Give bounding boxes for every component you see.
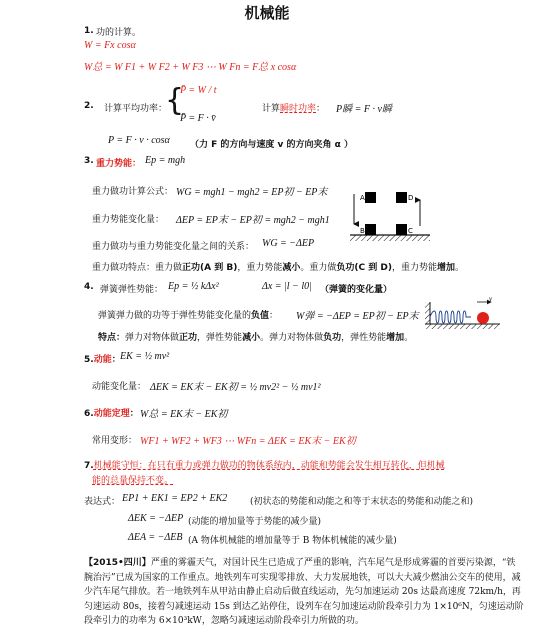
elastic-traits-h: ，弹性势能 [341, 333, 387, 343]
section-1-number: 1. [84, 26, 94, 36]
conservation-note-3: (A 物体机械能的增加量等于 B 物体机械能的减少量) [188, 536, 397, 546]
elastic-work-b: 负值 [251, 311, 270, 321]
block-b [365, 224, 376, 235]
general-power-formula: P = F · v · cosα [108, 135, 170, 146]
elastic-traits-g: 负功 [323, 333, 342, 343]
gravity-traits-d: 减小 [282, 263, 301, 273]
label-d: D [408, 194, 414, 202]
section-4-number: 4. [84, 282, 94, 292]
conservation-expression-1: EP1 + EK1 = EP2 + EK2 [122, 493, 228, 504]
gravity-traits-a: 重力做功特点：重力做 [92, 263, 183, 273]
section-5-number: 5. [84, 355, 94, 365]
ground-hatch [350, 235, 430, 241]
instant-power-label: 瞬时功率 [280, 104, 317, 114]
average-power-formula-1: P̄ = W / t [180, 85, 217, 96]
section-2-number: 2. [84, 101, 94, 111]
elastic-work-c: ： [269, 311, 279, 321]
kinetic-energy-colon: ： [111, 355, 121, 365]
expression-label: 表达式： [84, 497, 121, 507]
brace-symbol: { [165, 83, 185, 118]
velocity-label: v [489, 296, 493, 303]
section-1-heading: 功的计算。 [96, 28, 142, 38]
elastic-pe-definition: Ep = ½ kΔx² [168, 281, 219, 292]
section-6-number: 6. [84, 409, 94, 419]
gravity-traits-e: 。重力做 [300, 263, 337, 273]
problem-paragraph [84, 556, 524, 629]
gravity-traits-b: 正功(A 到 B) [182, 263, 238, 273]
work-energy-theorem-heading: 动能定理 [93, 409, 130, 419]
conservation-text-line1: 机械能守恒：在只有重力或弹力做功的物体系统内，动能和势能会发生相互转化，但机械 [93, 461, 445, 471]
gravity-traits-g: ，重力势能 [391, 263, 437, 273]
spring-diagram [425, 296, 500, 330]
pe-change-label: 重力势能变化量： [92, 215, 165, 225]
conservation-note-2: (动能的增加量等于势能的减少量) [188, 517, 322, 527]
work-pe-relation-label: 重力做功与重力势能变化量之间的关系： [92, 242, 255, 252]
deformation-note: （弹簧的变化量） [320, 285, 393, 295]
instant-power-colon: ： [316, 104, 326, 114]
wall-hatch [425, 302, 430, 324]
ke-change-label: 动能变化量： [92, 382, 147, 392]
gravitational-pe-heading: 重力势能： [96, 159, 142, 169]
gravity-traits-h: 增加 [436, 263, 455, 273]
label-a: A [360, 194, 365, 202]
common-form-label: 常用变形： [92, 436, 138, 446]
kinetic-energy-heading: 动能 [93, 355, 112, 365]
average-power-label: 计算平均功率： [104, 104, 168, 114]
spring-coil [430, 311, 471, 323]
elastic-traits-a: 特点： [98, 333, 126, 343]
elastic-work-formula: W弹 = −ΔEP = EP初 − EP末 [296, 311, 419, 322]
conservation-note-1: (初状态的势能和动能之和等于末状态的势能和动能之和) [250, 497, 474, 507]
ball [477, 312, 489, 324]
gravitational-pe-definition: Ep = mgh [145, 155, 186, 166]
elastic-pe-heading: 弹簧弹性势能： [100, 285, 164, 295]
page-title: 机械能 [244, 4, 290, 22]
deformation-formula: Δx = |l − l0| [262, 281, 312, 292]
elastic-work-a: 弹簧弹力做的功等于弹性势能变化量的 [98, 311, 252, 321]
elastic-traits-e: 减小 [242, 333, 261, 343]
block-d [396, 192, 407, 203]
problem-tag: 【2015•四川】 [84, 558, 151, 568]
gravity-diagram [348, 186, 432, 246]
section-7-number: 7. [84, 461, 94, 471]
work-energy-theorem-colon: ： [129, 409, 139, 419]
instant-power-formula: P瞬 = F · v瞬 [336, 104, 392, 115]
work-formula: W = Fx cosα [84, 40, 136, 51]
gravity-work-label: 重力做功计算公式： [92, 187, 174, 197]
block-a [365, 192, 376, 203]
gravity-traits-c: ，重力势能 [237, 263, 283, 273]
elastic-traits-d: ，弹性势能 [197, 333, 243, 343]
elastic-traits-j: 。 [404, 333, 414, 343]
common-form-formula: WF1 + WF2 + WF3 ⋯ WFn = ΔEK = EK末 − EK初 [140, 436, 356, 447]
elastic-traits-b: 弹力对物体做 [125, 333, 180, 343]
problem-text: 严重的雾霾天气，对国计民生已造成了严重的影响，汽车尾气是形成雾霾的首要污染源，“铁腕治污”已成为国家的工作重点。地铁列车可实现零排放、大力发展地铁，可以大大减少燃油公交车的使用，减少汽车尾气排放。若一地铁列车从甲站由静止启动后做直线运动，先匀加速运动 20s 达最高速度 72km/h，再匀速运动 80s，接着匀减速运动 15s 到达乙站停住，设列车在匀加速运动阶段牵引力为 1×10⁶N，匀速运动阶段牵引力的功率为 6×10³kW，忽略匀减速运动阶段牵引力所做的功。 [84, 558, 524, 626]
angle-note: （力 F 的方向与速度 v 的方向夹角 α ） [190, 140, 353, 150]
gravity-work-formula: WG = mgh1 − mgh2 = EP初 − EP末 [176, 187, 328, 198]
work-energy-theorem-definition: W总 = EK末 − EK初 [140, 409, 228, 420]
kinetic-energy-definition: EK = ½ mv² [120, 351, 170, 362]
total-work-formula: W总 = W F1 + W F2 + W F3 ⋯ W Fn = F总 x cosα [84, 62, 297, 73]
conservation-expression-3: ΔEA = −ΔEB [128, 532, 183, 543]
gravity-traits-f: 负功(C 到 D) [336, 263, 392, 273]
elastic-traits-c: 正功 [179, 333, 198, 343]
gravity-traits-i: 。 [455, 263, 465, 273]
work-pe-relation-formula: WG = −ΔEP [262, 238, 315, 249]
conservation-text-line2: 能的总量保持不变。 [92, 476, 174, 486]
floor-hatch [425, 324, 500, 329]
ke-change-formula: ΔEK = EK末 − EK初 = ½ mv2² − ½ mv1² [150, 382, 321, 393]
block-c [396, 224, 407, 235]
elastic-traits-i: 增加 [386, 333, 405, 343]
average-power-formula-2: P̄ = F · v̄ [180, 113, 216, 124]
pe-change-formula: ΔEP = EP末 − EP初 = mgh2 − mgh1 [176, 215, 330, 226]
elastic-traits-f: 。弹力对物体做 [260, 333, 324, 343]
label-b: B [360, 227, 365, 235]
instant-power-label-pre: 计算 [262, 104, 281, 114]
label-c: C [408, 227, 413, 235]
section-3-number: 3. [84, 156, 94, 166]
conservation-expression-2: ΔEK = −ΔEP [128, 513, 184, 524]
